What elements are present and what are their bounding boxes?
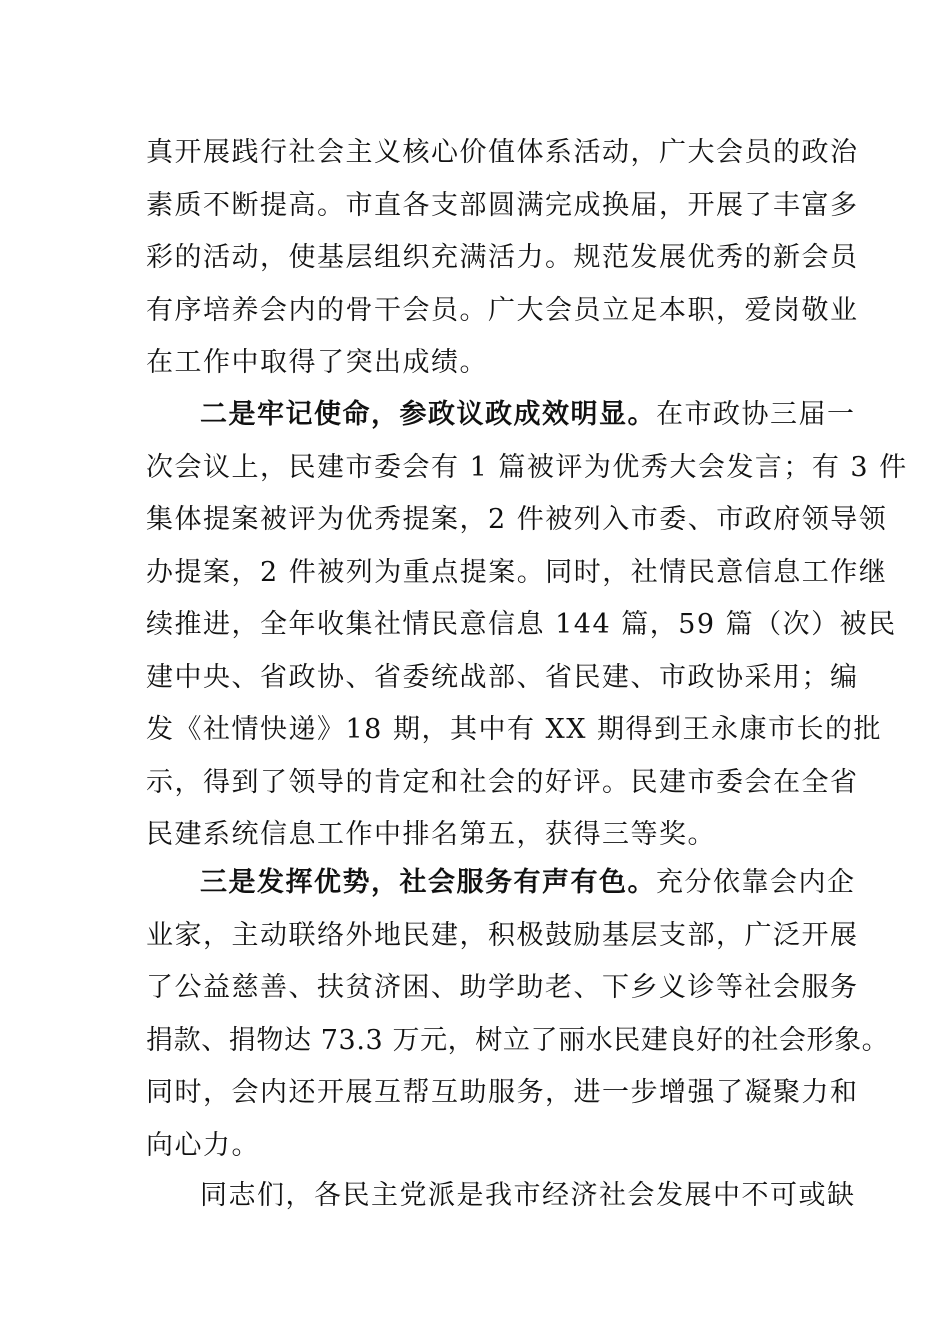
text-line: 业家，主动联络外地民建，积极鼓励基层支部，广泛开展 bbox=[146, 919, 859, 951]
text-line-first: 同志们，各民主党派是我市经济社会发展中不可或缺 bbox=[200, 1180, 856, 1211]
text-line: 素质不断提高。市直各支部圆满完成换届，开展了丰富多 bbox=[146, 189, 859, 221]
paragraph-social-service bbox=[146, 857, 890, 1172]
text-line: 集体提案被评为优秀提案，2 件被列入市委、市政府领导领 bbox=[146, 504, 888, 535]
first-line-rest: 充分依靠会内企 bbox=[656, 867, 856, 898]
paragraph-continuation bbox=[146, 127, 859, 390]
paragraph-participation bbox=[146, 389, 908, 862]
paragraph-closing bbox=[146, 1170, 856, 1223]
text-line: 办提案，2 件被列为重点提案。同时，社情民意信息工作继 bbox=[146, 556, 888, 588]
text-line: 民建系统信息工作中排名第五，获得三等奖。 bbox=[146, 819, 716, 850]
text-line: 捐款、捐物达 73.3 万元，树立了丽水民建良好的社会形象。 bbox=[146, 1024, 890, 1056]
text-line: 向心力。 bbox=[146, 1129, 260, 1161]
text-line: 在工作中取得了突出成绩。 bbox=[146, 347, 488, 378]
text-line: 了公益慈善、扶贫济困、助学助老、下乡义诊等社会服务 bbox=[146, 972, 859, 1003]
text-line: 有序培养会内的骨干会员。广大会员立足本职，爱岗敬业 bbox=[146, 294, 859, 326]
text-line-first bbox=[146, 389, 856, 442]
text-line: 建中央、省政协、省委统战部、省民建、市政协采用；编 bbox=[146, 661, 859, 693]
paragraph-heading: 三是发挥优势，社会服务有声有色。 bbox=[200, 867, 656, 898]
text-line: 示，得到了领导的肯定和社会的好评。民建市委会在全省 bbox=[146, 766, 859, 798]
text-line: 发《社情快递》18 期，其中有 XX 期得到王永康市长的批 bbox=[146, 714, 883, 745]
first-line-rest: 在市政协三届一 bbox=[656, 399, 856, 430]
text-line: 同时，会内还开展互帮互助服务，进一步增强了凝聚力和 bbox=[146, 1077, 859, 1108]
text-line: 彩的活动，使基层组织充满活力。规范发展优秀的新会员 bbox=[146, 242, 859, 273]
text-line: 次会议上，民建市委会有 1 篇被评为优秀大会发言；有 3 件 bbox=[146, 451, 908, 483]
text-line-first bbox=[146, 857, 856, 910]
text-line: 真开展践行社会主义核心价值体系活动，广大会员的政治 bbox=[146, 137, 859, 168]
paragraph-heading: 二是牢记使命，参政议政成效明显。 bbox=[200, 399, 656, 430]
text-line: 续推进，全年收集社情民意信息 144 篇，59 篇（次）被民 bbox=[146, 609, 897, 640]
